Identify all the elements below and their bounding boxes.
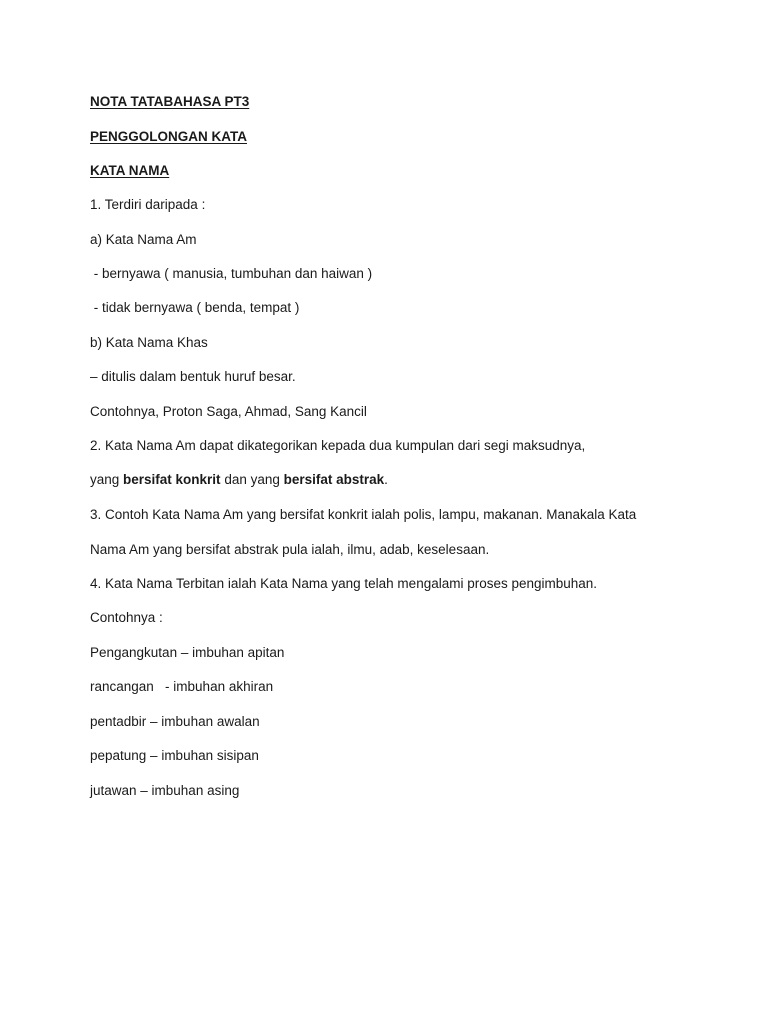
subsection-heading: KATA NAMA <box>90 163 170 178</box>
point-2-post: . <box>384 472 388 487</box>
point-1b: b) Kata Nama Khas <box>90 335 208 350</box>
example-item: Pengangkutan – imbuhan apitan <box>90 645 285 660</box>
point-2-bold-konkrit: bersifat konkrit <box>123 472 221 487</box>
point-2-continued <box>90 472 388 488</box>
point-1b-item-1: – ditulis dalam bentuk huruf besar. <box>90 369 296 384</box>
example-item: pentadbir – imbuhan awalan <box>90 714 260 729</box>
point-1: 1. Terdiri daripada : <box>90 197 206 212</box>
section-heading: PENGGOLONGAN KATA <box>90 129 247 144</box>
example-item: jutawan – imbuhan asing <box>90 783 240 798</box>
point-1a-item-2: - tidak bernyawa ( benda, tempat ) <box>90 300 300 315</box>
point-2-bold-abstrak: bersifat abstrak <box>283 472 385 487</box>
point-2-mid: dan yang <box>220 472 284 487</box>
point-2-pre: yang <box>90 472 124 487</box>
point-3-line-1: 3. Contoh Kata Nama Am yang bersifat konkrit ialah polis, lampu, makanan. Manakala Kata <box>90 507 637 522</box>
example-item: rancangan - imbuhan akhiran <box>90 679 274 694</box>
point-3-line-2: Nama Am yang bersifat abstrak pula ialah, ilmu, adab, keselesaan. <box>90 542 490 557</box>
point-1a: a) Kata Nama Am <box>90 232 197 247</box>
point-1a-item-1: - bernyawa ( manusia, tumbuhan dan haiwan ) <box>90 266 373 281</box>
examples-label: Contohnya : <box>90 610 163 625</box>
example-item: pepatung – imbuhan sisipan <box>90 748 259 763</box>
point-2: 2. Kata Nama Am dapat dikategorikan kepada dua kumpulan dari segi maksudnya, <box>90 438 586 453</box>
document-title: NOTA TATABAHASA PT3 <box>90 94 250 109</box>
point-4: 4. Kata Nama Terbitan ialah Kata Nama yang telah mengalami proses pengimbuhan. <box>90 576 598 591</box>
point-1b-example: Contohnya, Proton Saga, Ahmad, Sang Kancil <box>90 404 367 419</box>
